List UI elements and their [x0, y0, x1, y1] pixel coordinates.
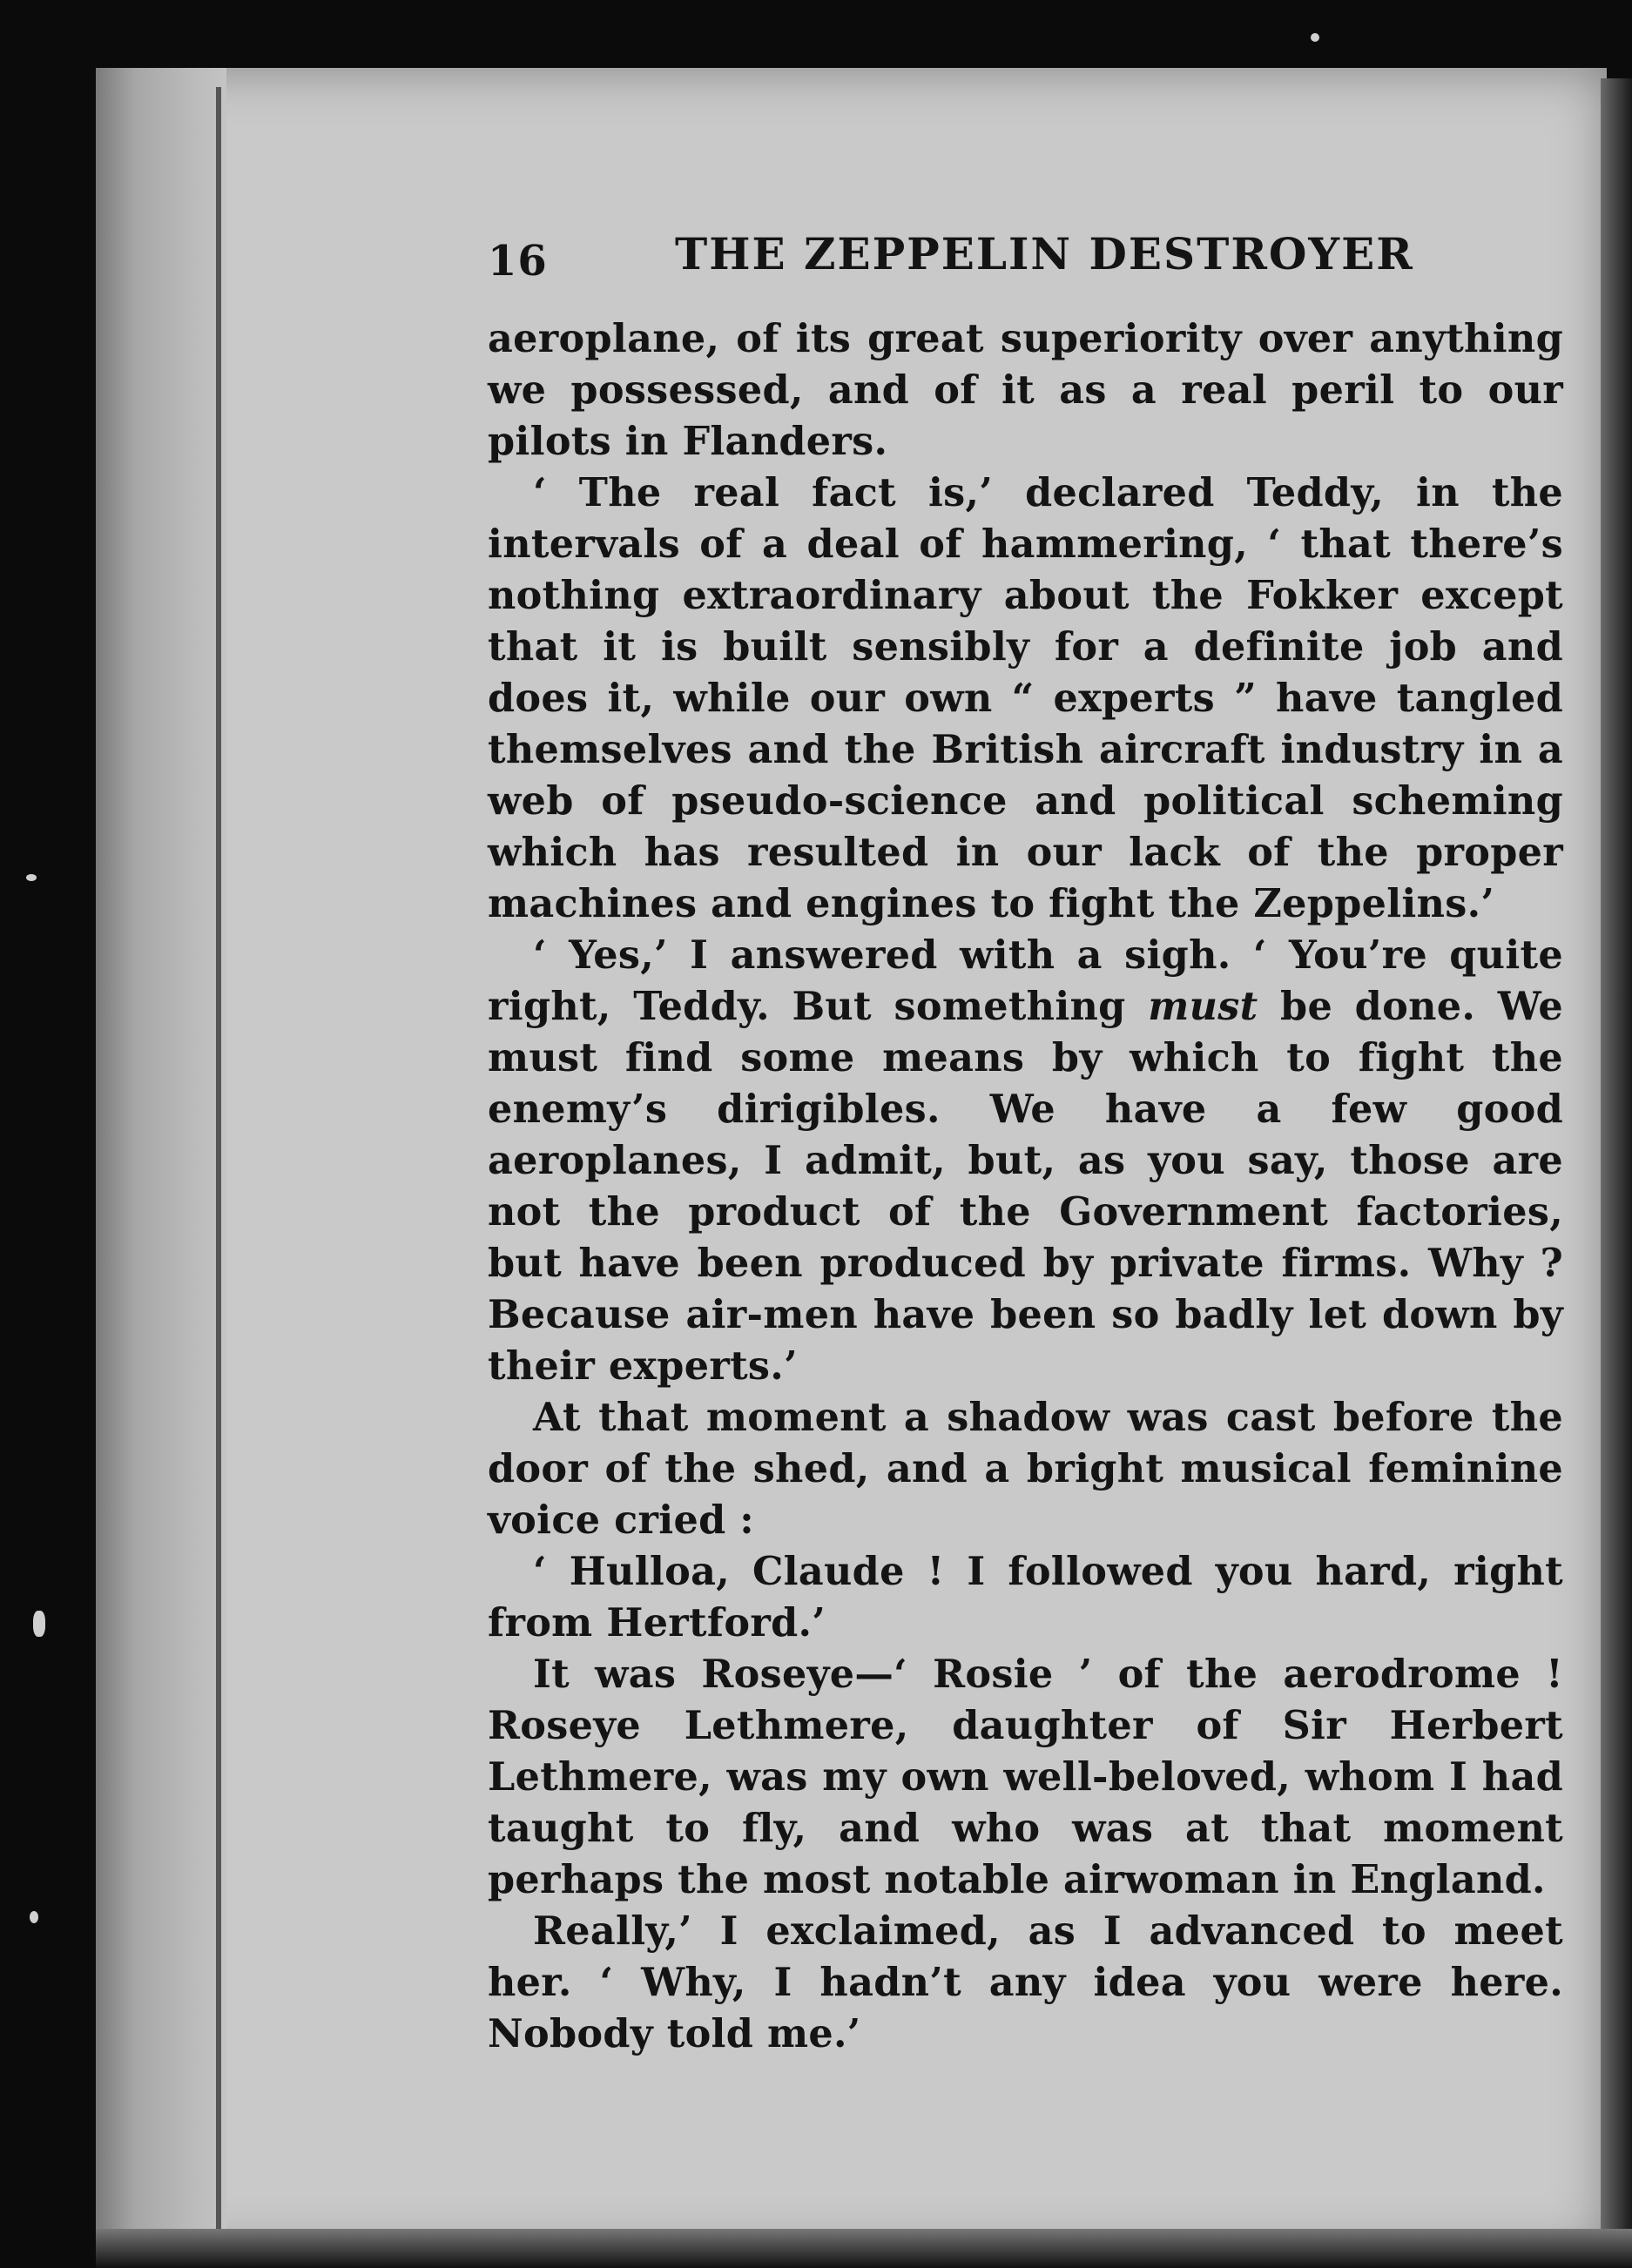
dust-speck — [26, 874, 37, 881]
paragraph: ‘ Hulloa, Claude ! I followed you hard, right from Hertford.’ — [488, 1549, 1563, 1645]
paragraph: aeroplane, of its great superiority over anything we possessed, and of it as a real peril to our pilots in Flanders. — [488, 316, 1563, 464]
paragraph-text: be done. We must find some means by which to fight the enemy’s dirigibles. We have a few good aeroplanes, I admit, but, as you say, those are not the product of the Government factories, but have been produced by private firms. Why ? Because air-men have been so badly let down by their experts.’ — [488, 984, 1563, 1389]
paragraph — [488, 930, 1563, 1392]
binding-shadow — [96, 68, 226, 2253]
binding-gutter-line — [216, 87, 221, 2229]
emphasized-word: must — [1148, 984, 1258, 1029]
page-header — [488, 218, 1563, 305]
paragraph-text: ‘ Yes,’ I answered with a sigh. ‘ You’re quite right, Teddy. But something — [488, 932, 1563, 1029]
dust-speck — [1311, 33, 1319, 42]
book-text — [488, 218, 1563, 2060]
page-number: 16 — [488, 237, 548, 286]
paragraph: ‘ The real fact is,’ declared Teddy, in the intervals of a deal of hammering, ‘ that there’s nothing extraordinary about the Fokker except that it is built sensibly for a definite job and does it, while our own “ experts ” have tangled themselves and the British aircraft industry in a web of pseudo-science and political scheming which has resulted in our lack of the proper machines and engines to fight the Zeppelins.’ — [488, 470, 1563, 926]
paragraph: At that moment a shadow was cast before the door of the shed, and a bright musical feminine voice cried : — [488, 1395, 1563, 1543]
dust-speck — [33, 1611, 45, 1637]
paragraph: Really,’ I exclaimed, as I advanced to meet her. ‘ Why, I hadn’t any idea you were here. Nobody told me.’ — [488, 1908, 1563, 2056]
page-edge-bottom — [96, 2229, 1632, 2268]
paragraph: It was Roseye—‘ Rosie ’ of the aerodrome ! Roseye Lethmere, daughter of Sir Herbert Lethmere, was my own well-beloved, whom I had taught to fly, and who was at that moment perhaps the most notable airwoman in England. — [488, 1652, 1563, 1902]
page-edge-right — [1601, 78, 1632, 2255]
running-title: THE ZEPPELIN DESTROYER — [675, 228, 1414, 279]
dust-speck — [30, 1911, 38, 1923]
